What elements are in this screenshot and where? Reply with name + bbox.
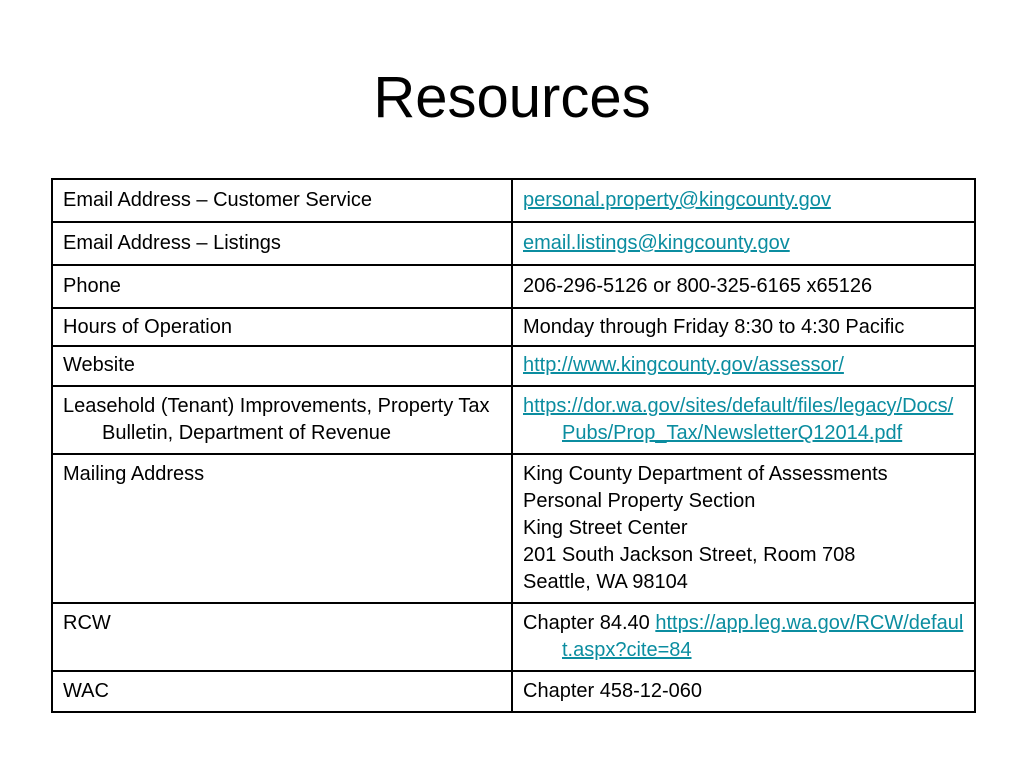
row-value xyxy=(512,386,975,454)
table-row-rcw xyxy=(52,603,975,671)
row-label-text: Leasehold (Tenant) Improvements, Property Tax Bulletin, Department of Revenue xyxy=(63,395,490,444)
row-value xyxy=(512,346,975,386)
row-value xyxy=(512,222,975,265)
row-value xyxy=(512,179,975,222)
table-row-phone xyxy=(52,265,975,308)
row-label: WAC xyxy=(52,671,512,712)
table-row-customer-service-email xyxy=(52,179,975,222)
address-line: Personal Property Section xyxy=(523,490,756,512)
rcw-link[interactable]: https://app.leg.wa.gov/RCW/default.aspx?cite=84 xyxy=(562,612,964,661)
row-label: Website xyxy=(52,346,512,386)
row-value-wrap xyxy=(523,610,964,664)
row-value: Chapter 458-12-060 xyxy=(512,671,975,712)
mailing-address-value xyxy=(512,454,975,603)
table-row-hours xyxy=(52,308,975,346)
table-row-website xyxy=(52,346,975,386)
row-label: Phone xyxy=(52,265,512,308)
customer-service-email-link[interactable]: personal.property@kingcounty.gov xyxy=(523,189,831,211)
listings-email-link[interactable]: email.listings@kingcounty.gov xyxy=(523,232,790,254)
table-row-leasehold-bulletin xyxy=(52,386,975,454)
row-value: 206-296-5126 or 800-325-6165 x65126 xyxy=(512,265,975,308)
table-row-mailing-address xyxy=(52,454,975,603)
resources-table xyxy=(51,178,976,713)
rcw-chapter-text: Chapter 84.40 xyxy=(523,612,650,634)
table-row-wac xyxy=(52,671,975,712)
row-label: RCW xyxy=(52,603,512,671)
row-value-wrap xyxy=(523,393,964,447)
leasehold-bulletin-link[interactable]: https://dor.wa.gov/sites/default/files/legacy/Docs/Pubs/Prop_Tax/NewsletterQ12014.pdf xyxy=(523,395,954,444)
address-line: Seattle, WA 98104 xyxy=(523,571,688,593)
page-title: Resources xyxy=(373,65,651,130)
row-label: Mailing Address xyxy=(52,454,512,603)
row-label: Email Address – Listings xyxy=(52,222,512,265)
address-line: King County Department of Assessments xyxy=(523,463,888,485)
website-link[interactable]: http://www.kingcounty.gov/assessor/ xyxy=(523,354,844,376)
row-value xyxy=(512,603,975,671)
row-label: Email Address – Customer Service xyxy=(52,179,512,222)
row-label: Hours of Operation xyxy=(52,308,512,346)
row-label xyxy=(52,386,512,454)
address-line: King Street Center xyxy=(523,517,688,539)
table-row-listings-email xyxy=(52,222,975,265)
row-value: Monday through Friday 8:30 to 4:30 Pacific xyxy=(512,308,975,346)
address-line: 201 South Jackson Street, Room 708 xyxy=(523,544,856,566)
